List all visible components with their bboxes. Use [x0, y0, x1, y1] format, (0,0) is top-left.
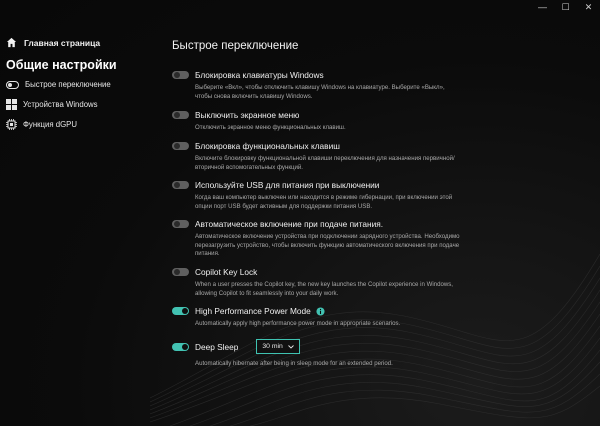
gpu-chip-icon	[6, 119, 17, 130]
home-label: Главная страница	[24, 37, 101, 48]
setting-auto-power-on	[172, 219, 592, 259]
setting-description: Automatically hibernate after being in sleep mode for an extended period.	[195, 360, 393, 367]
auto-power-on-toggle[interactable]	[172, 220, 189, 228]
setting-title: High Performance Power Mode	[195, 306, 311, 316]
home-icon	[6, 37, 17, 48]
sidebar-item-quick-switch[interactable]	[6, 80, 111, 89]
section-title: Общие настройки	[6, 58, 117, 72]
sidebar-item-dgpu[interactable]	[6, 119, 77, 130]
minimize-button[interactable]: —	[538, 2, 547, 12]
page-title: Быстрое переключение	[172, 40, 299, 52]
setting-fn-lock	[172, 141, 592, 172]
sidebar	[0, 0, 150, 426]
home-link[interactable]	[6, 37, 100, 48]
chevron-down-icon	[288, 345, 294, 349]
setting-high-performance-mode	[172, 306, 592, 329]
setting-title: Deep Sleep	[195, 341, 239, 352]
copilot-key-lock-toggle[interactable]	[172, 268, 189, 276]
sidebar-item-label: Функция dGPU	[23, 120, 77, 129]
setting-usb-power-off	[172, 180, 592, 211]
sidebar-item-label: Устройства Windows	[23, 100, 98, 109]
windows-key-lock-toggle[interactable]	[172, 71, 189, 79]
setting-windows-key-lock	[172, 70, 592, 101]
fn-lock-toggle[interactable]	[172, 142, 189, 150]
setting-deep-sleep	[172, 339, 592, 369]
close-button[interactable]: ✕	[584, 1, 593, 12]
setting-description: Автоматическое включение устройства при подключении зарядного устройства. Необходимо перезагрузить устройство, чтобы включить функцию автоматического включения при подаче питания.	[195, 233, 460, 258]
high-performance-toggle[interactable]	[172, 307, 189, 315]
osd-off-toggle[interactable]	[172, 111, 189, 119]
setting-title: Блокировка функциональных клавиш	[195, 141, 340, 151]
deep-sleep-duration-select[interactable]	[256, 339, 299, 354]
setting-description: When a user presses the Copilot key, the new key launches the Copilot experience in Windows, allowing Copilot to fit seamlessly into your daily work.	[195, 281, 453, 297]
sidebar-item-windows-devices[interactable]	[6, 99, 98, 110]
deep-sleep-toggle[interactable]	[172, 343, 189, 351]
setting-description: Выберите «Вкл», чтобы отключить клавишу Windows на клавиатуре. Выберите «Выкл», чтобы снова включить клавишу Windows.	[195, 84, 445, 100]
setting-description: Включите блокировку функциональной клавиши переключения для назначения первичной/вторичной вспомогательных функций.	[195, 155, 455, 171]
info-icon[interactable]	[316, 307, 325, 316]
toggle-icon	[6, 81, 19, 89]
usb-power-toggle[interactable]	[172, 181, 189, 189]
setting-description: Отключить экранное меню функциональных клавиш.	[195, 124, 346, 131]
setting-title: Выключить экранное меню	[195, 110, 300, 120]
sidebar-item-label: Быстрое переключение	[25, 80, 111, 89]
setting-title: Copilot Key Lock	[195, 267, 258, 277]
windows-logo-icon	[6, 99, 17, 110]
setting-description: Automatically apply high performance power mode in appropriate scenarios.	[195, 320, 401, 327]
setting-title: Автоматическое включение при подаче питания.	[195, 219, 384, 229]
setting-copilot-key-lock	[172, 267, 592, 298]
window-controls	[531, 0, 600, 14]
setting-title: Блокировка клавиатуры Windows	[195, 70, 324, 80]
dropdown-value: 30 min	[262, 343, 283, 350]
maximize-button[interactable]: ☐	[561, 1, 570, 12]
setting-osd-off	[172, 110, 592, 133]
setting-title: Используйте USB для питания при выключении	[195, 180, 380, 190]
setting-description: Когда ваш компьютер выключен или находится в режиме гибернации, при включении этой опции порт USB будет активным для поддержки питания USB.	[195, 194, 453, 210]
